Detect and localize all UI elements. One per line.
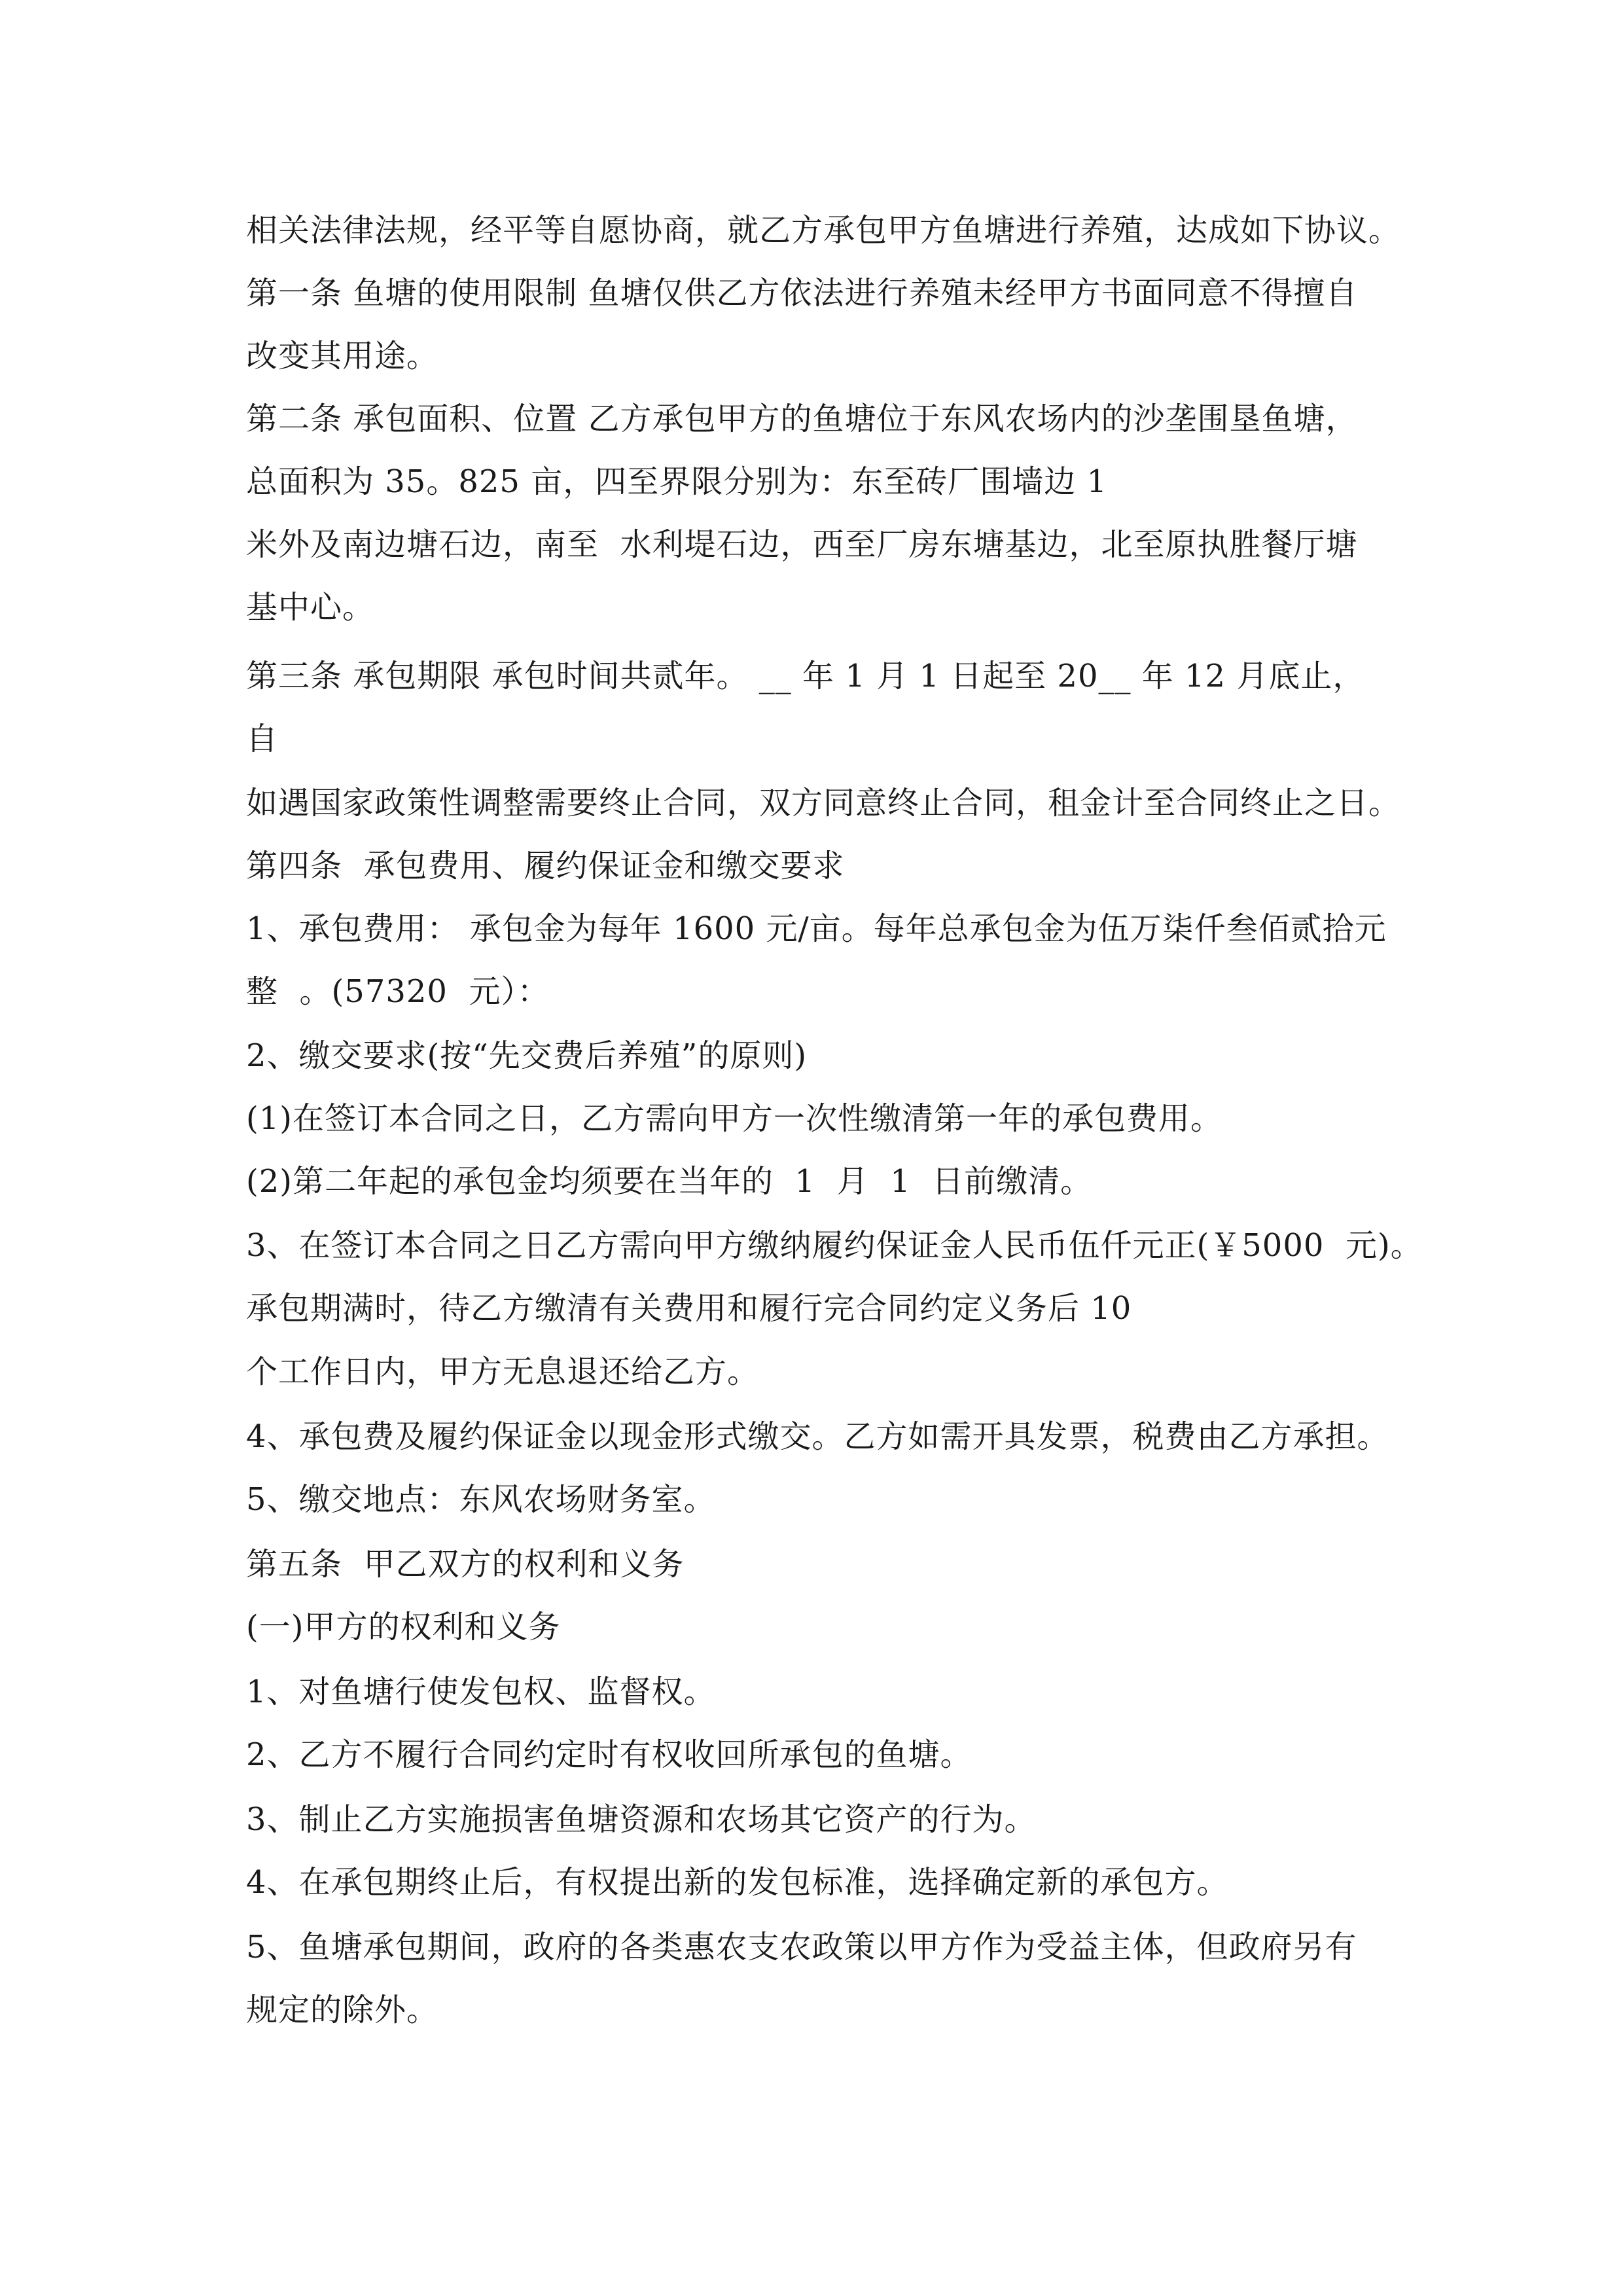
text-line: 个工作日内，甲方无息退还给乙方。 [246,1354,760,1390]
text-line: 5、缴交地点：东风农场财务室。 [246,1481,716,1518]
text-line: 改变其用途。 [246,338,439,374]
text-line: 1、承包费用： 承包金为每年 1600 元/亩。每年总承包金为伍万柒仟叁佰贰拾元 [246,910,1387,947]
text-line: 第二条 承包面积、位置 乙方承包甲方的鱼塘位于东风农场内的沙垄围垦鱼塘， [246,401,1358,437]
text-line: 4、承包费及履约保证金以现金形式缴交。乙方如需开具发票，税费由乙方承担。 [246,1418,1389,1455]
text-line: 整 。(57320 元）： [246,973,550,1010]
text-line: 相关法律法规，经平等自愿协商，就乙方承包甲方鱼塘进行养殖，达成如下协议。 [246,212,1401,249]
text-line: 承包期满时，待乙方缴清有关费用和履行完合同约定义务后 10 [246,1290,1132,1327]
text-line: 第四条 承包费用、履约保证金和缴交要求 [246,848,845,884]
text-line: 总面积为 35。825 亩，四至界限分别为：东至砖厂围墙边 1 [246,463,1108,500]
text-line: 3、在签订本合同之日乙方需向甲方缴纳履约保证金人民币伍仟元正(￥5000 元)。 [246,1227,1423,1264]
text-line: 2、乙方不履行合同约定时有权收回所承包的鱼塘。 [246,1736,972,1773]
text-line: 米外及南边塘石边，南至 水利堤石边，西至厂房东塘基边，北至原执胜餐厅塘 [246,526,1358,563]
text-line: 第三条 承包期限 承包时间共贰年。 __ 年 1 月 1 日起至 20__ 年 12 月底止， [246,658,1365,694]
text-line: 2、缴交要求(按“先交费后养殖”的原则) [246,1037,808,1074]
text-line: 规定的除外。 [246,1992,439,2028]
text-line: 1、对鱼塘行使发包权、监督权。 [246,1674,716,1710]
text-line: 第五条 甲乙双方的权利和义务 [246,1546,685,1583]
text-line: 如遇国家政策性调整需要终止合同，双方同意终止合同，租金计至合同终止之日。 [246,785,1401,821]
text-line: 3、制止乙方实施损害鱼塘资源和农场其它资产的行为。 [246,1801,1037,1838]
text-line: 第一条 鱼塘的使用限制 鱼塘仅供乙方依法进行养殖未经甲方书面同意不得擅自 [246,275,1358,312]
text-line: (一)甲方的权利和义务 [246,1609,561,1645]
text-line: 5、鱼塘承包期间，政府的各类惠农支农政策以甲方作为受益主体，但政府另有 [246,1929,1357,1965]
text-line: 自 [246,721,279,757]
text-line: (2)第二年起的承包金均须要在当年的 1 月 1 日前缴清。 [246,1163,1093,1200]
text-line: 4、在承包期终止后，有权提出新的发包标准，选择确定新的承包方。 [246,1864,1229,1901]
text-line: 基中心。 [246,589,375,626]
text-line: (1)在签订本合同之日，乙方需向甲方一次性缴清第一年的承包费用。 [246,1100,1222,1137]
